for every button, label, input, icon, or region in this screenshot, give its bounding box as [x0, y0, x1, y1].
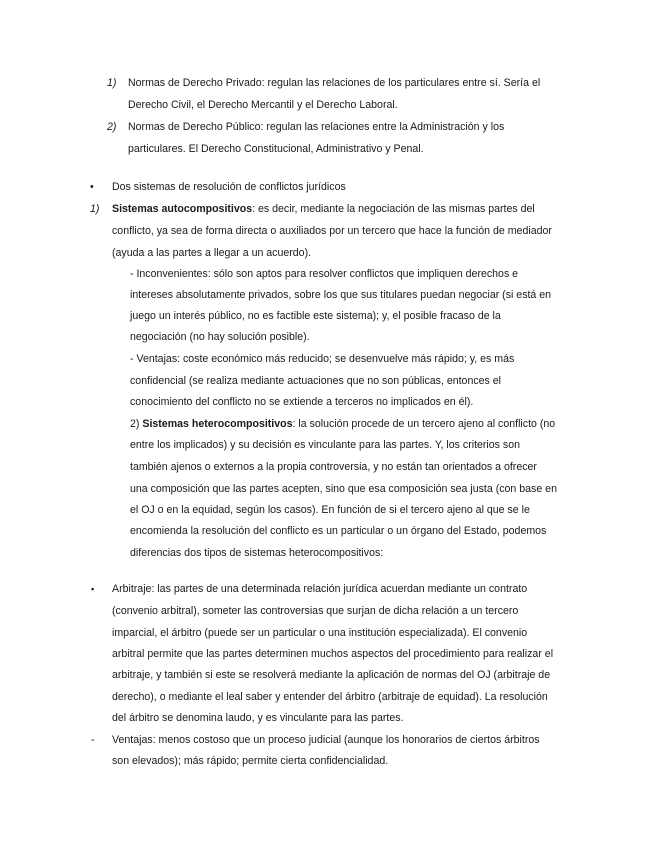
term-autocompositivos: Sistemas autocompositivos — [112, 203, 253, 215]
list-item-line: el OJ o en la equidad, según los casos). En función de si el tercero ajeno al que se le — [130, 504, 530, 516]
list-marker: 1) — [107, 77, 117, 89]
list-item-line: una composición que las partes acepten, sino que esa composición sea justa (con base en — [130, 483, 557, 495]
ventajas-line: - Ventajas: coste económico más reducido; se desenvuelve más rápido; y, es más — [130, 353, 515, 365]
arbitraje-line: arbitral permite que las partes determinen muchos aspectos del procedimiento para realizar el — [112, 648, 554, 660]
arbitraje-line: Arbitraje: las partes de una determinada relación jurídica acuerdan mediante un contrato — [112, 583, 528, 595]
arbitraje-line: arbitraje, y también si este se resolverá mediante la aplicación de normas del OJ (arbitraje de — [112, 669, 551, 681]
inconvenientes-line: intereses absolutamente privados, sobre los que sus titulares puedan negociar (si está en — [130, 289, 552, 301]
list-item-line: diferencias dos tipos de sistemas heterocompositivos: — [130, 547, 384, 559]
list-item-line: entre los implicados) y su decisión es vinculante para las partes. Y, los criterios son — [130, 439, 521, 451]
arbitraje-line: imparcial, el árbitro (puede ser un particular o una institución especializada). El convenio — [112, 627, 528, 639]
bullet-icon: • — [90, 181, 94, 193]
ventajas-line: conocimiento del conflicto no se extiende a terceros no implicados en él). — [130, 396, 474, 408]
ventajas-line: confidencial (se realiza mediante actuaciones que no son públicas, entonces el — [130, 375, 502, 387]
list-marker: 2) — [130, 418, 143, 430]
list-item-line: conflicto, ya sea de forma directa o auxiliados por un tercero que hace la función de mediador — [112, 225, 552, 237]
inconvenientes-line: juego un interés público, no es factible este sistema); y, el posible fracaso de la — [130, 310, 501, 322]
definition-text: : es decir, mediante la negociación de las mismas partes del — [252, 203, 535, 215]
list-item-line: Derecho Civil, el Derecho Mercantil y el Derecho Laboral. — [128, 99, 398, 111]
arbitraje-line: derecho), o mediante el leal saber y entender del árbitro (arbitraje de equidad). La resolución — [112, 691, 548, 703]
inconvenientes-line: negociación (no hay solución posible). — [130, 331, 310, 343]
ventajas-arbitraje-line: Ventajas: menos costoso que un proceso judicial (aunque los honorarios de ciertos árbitros — [112, 734, 540, 746]
dash-bullet-icon: - — [91, 734, 95, 746]
list-item-line: (ayuda a las partes a llegar a un acuerdo). — [112, 247, 312, 259]
term-heterocompositivos: Sistemas heterocompositivos — [142, 418, 293, 430]
list-item-line: encomienda la resolución del conflicto es un particular o un órgano del Estado, podemos — [130, 525, 547, 537]
definition-text: : la solución procede de un tercero ajeno al conflicto (no — [292, 418, 556, 430]
arbitraje-line: del árbitro se denomina laudo, y es vinculante para las partes. — [112, 712, 404, 724]
list-item-line: Normas de Derecho Privado: regulan las relaciones de los particulares entre sí. Sería el — [128, 77, 541, 89]
list-item-line: particulares. El Derecho Constitucional, Administrativo y Penal. — [128, 143, 424, 155]
inconvenientes-line: - Inconvenientes: sólo son aptos para resolver conflictos que impliquen derechos e — [130, 268, 519, 280]
list-item-line: también ajenos o externos a la propia controversia, y no están tan orientados a ofrecer — [130, 461, 537, 473]
list-marker: 2) — [107, 121, 117, 133]
square-bullet-icon: ▪ — [91, 584, 95, 594]
list-item-line: Normas de Derecho Público: regulan las relaciones entre la Administración y los — [128, 121, 505, 133]
ventajas-arbitraje-line: son elevados); más rápido; permite cierta confidencialidad. — [112, 755, 389, 767]
arbitraje-line: (convenio arbitral), someter las controversias que surjan de dicha relación a un tercero — [112, 605, 519, 617]
list-item-line — [130, 417, 555, 431]
list-marker: 1) — [90, 203, 100, 215]
list-item-line — [112, 202, 535, 216]
section-heading: Dos sistemas de resolución de conflictos jurídicos — [112, 181, 346, 193]
